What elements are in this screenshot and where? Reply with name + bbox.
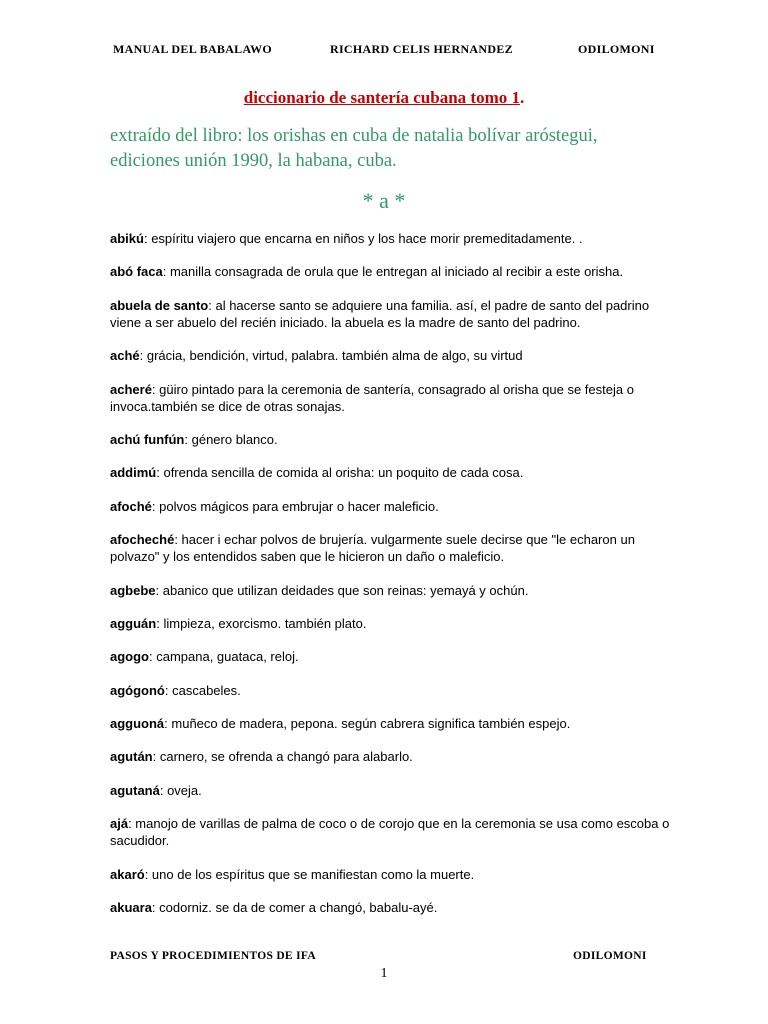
glossary-entry: [110, 531, 670, 565]
entry-definition: : al hacerse santo se adquiere una familia. así, el padre de santo del padrino viene a ser abuelo del recién iniciado. la abuela es la madre de santo del padrino.: [110, 297, 650, 330]
entry-term: abuela de santo: [110, 297, 209, 313]
entry-definition: : güiro pintado para la ceremonia de santería, consagrado al orisha que se festeja o invoca.también se dice de otras sonajas.: [110, 381, 634, 414]
entry-term: agguán: [110, 615, 157, 631]
entry-term: abikú: [110, 231, 144, 246]
entry-term: abó faca: [110, 264, 163, 280]
glossary-entry: [110, 866, 670, 883]
entry-term: aché: [110, 348, 140, 364]
glossary-entry: [110, 582, 670, 599]
section-letter: * a *: [362, 188, 406, 213]
entry-definition: : muñeco de madera, pepona. según cabrera significa también espejo.: [164, 716, 571, 732]
entry-definition: : abanico que utilizan deidades que son reinas: yemayá y ochún.: [155, 582, 529, 598]
entry-definition: : ofrenda sencilla de comida al orisha: un poquito de cada cosa.: [156, 465, 524, 481]
glossary-entry: [110, 464, 670, 481]
header-center: RICHARD CELIS HERNANDEZ: [330, 42, 513, 56]
glossary-entry: [110, 431, 670, 448]
glossary-list: [110, 230, 670, 932]
glossary-entry: [110, 682, 670, 699]
glossary-entry: [110, 715, 670, 732]
entry-term: akaró: [110, 866, 145, 882]
entry-definition: : uno de los espíritus que se manifiestan como la muerte.: [144, 866, 475, 882]
entry-term: afocheché: [110, 532, 175, 548]
glossary-entry: [110, 347, 670, 364]
entry-definition: : limpieza, exorcismo. también plato.: [156, 615, 367, 631]
entry-definition: : grácia, bendición, virtud, palabra. también alma de algo, su virtud: [139, 348, 523, 364]
entry-term: achú funfún: [110, 431, 185, 447]
source-citation: extraído del libro: los orishas en cuba de natalia bolívar aróstegui, ediciones unión 1990, la habana, cuba.: [110, 126, 598, 171]
page-number: 1: [380, 966, 388, 981]
title-period: .: [520, 88, 525, 107]
entry-definition: : polvos mágicos para embrujar o hacer maleficio.: [151, 498, 439, 514]
glossary-entry: [110, 263, 670, 280]
entry-definition: : género blanco.: [184, 431, 278, 447]
glossary-entry: [110, 648, 670, 665]
entry-definition: : hacer i echar polvos de brujería. vulgarmente suele decirse que "le echaron un polvazo" y los entendidos saben que le hicieron un daño o maleficio.: [110, 532, 635, 565]
entry-term: akuara: [110, 900, 152, 916]
glossary-entry: [110, 748, 670, 765]
glossary-entry: [110, 899, 670, 916]
entry-term: acheré: [110, 381, 152, 397]
glossary-entry: [110, 381, 670, 415]
header-right: ODILOMONI: [578, 42, 655, 56]
entry-definition: : cascabeles.: [164, 682, 241, 698]
entry-definition: : campana, guataca, reloj.: [149, 649, 299, 665]
document-title: [0, 88, 768, 108]
footer-right: ODILOMONI: [573, 950, 647, 962]
entry-definition: : manilla consagrada de orula que le entregan al iniciado al recibir a este orisha.: [162, 264, 624, 280]
entry-term: addimú: [110, 465, 157, 481]
entry-term: agógonó: [110, 682, 165, 698]
entry-term: ajá: [110, 816, 129, 832]
entry-definition: : codorniz. se da de comer a changó, babalu-ayé.: [151, 900, 438, 916]
entry-definition: : carnero, se ofrenda a changó para alabarlo.: [152, 749, 413, 765]
glossary-entry: [110, 297, 670, 331]
glossary-entry: [110, 615, 670, 632]
header-left: MANUAL DEL BABALAWO: [113, 42, 273, 56]
glossary-entry: [110, 815, 670, 849]
footer-left: PASOS Y PROCEDIMIENTOS DE IFA: [110, 950, 316, 962]
entry-term: agguoná: [110, 716, 165, 732]
glossary-entry: [110, 230, 670, 247]
entry-definition: : manojo de varillas de palma de coco o de corojo que en la ceremonia se usa como escoba o sacudidor.: [110, 816, 670, 849]
entry-term: agutaná: [110, 782, 160, 798]
entry-definition: : espíritu viajero que encarna en niños y los hace morir premeditadamente. .: [143, 231, 583, 246]
glossary-entry: [110, 498, 670, 515]
entry-term: afoché: [110, 498, 152, 514]
entry-term: agbebe: [110, 582, 156, 598]
glossary-entry: [110, 782, 670, 799]
entry-term: agogo: [110, 649, 149, 665]
title-text: diccionario de santería cubana tomo 1: [243, 88, 520, 107]
entry-term: agután: [110, 749, 153, 765]
entry-definition: : oveja.: [159, 782, 202, 798]
